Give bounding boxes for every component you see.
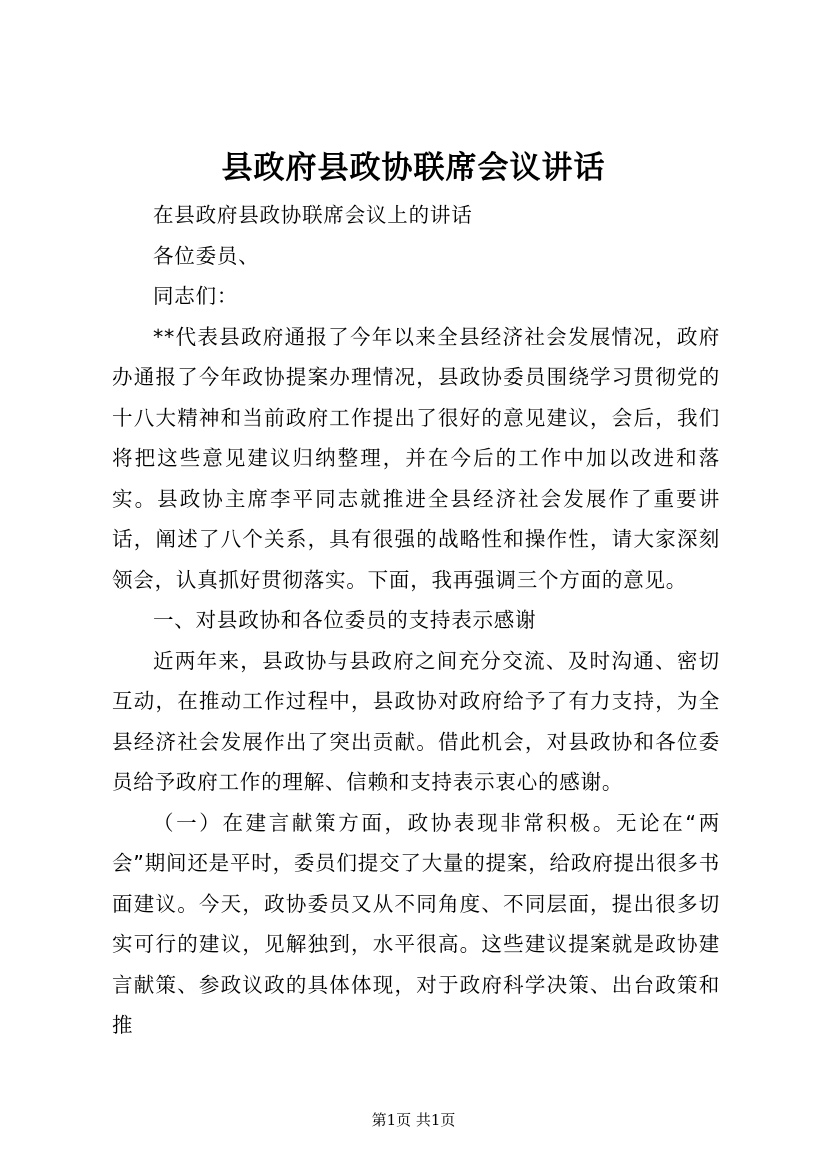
document-body xyxy=(112,195,720,1046)
document-title: 县政府县政协联席会议讲话 xyxy=(221,150,606,186)
speech-heading: 在县政府县政协联席会议上的讲话 xyxy=(153,203,473,227)
salutation-line-1: 各位委员、 xyxy=(153,243,260,268)
paragraph-intro: **代表县政府通报了今年以来全县经济社会发展情况，政府办通报了今年政协提案办理情况，县政协委员围绕学习贯彻党的十八大精神和当前政府工作提出了很好的意见建议，会后，我们将把这些意见建议归纳整理，并在今后的工作中加以改进和落实。县政协主席李平同志就推进全县经济社会发展作了重要讲话，阐述了八个关系，具有很强的战略性和操作性，请大家深刻领会，认真抓好贯彻落实。下面，我再强调三个方面的意见。 xyxy=(112,324,720,592)
salutation-line-2: 同志们： xyxy=(153,284,239,308)
section-heading-1: 一、对县政协和各位委员的支持表示感谢 xyxy=(153,608,537,632)
paragraph-section-1: 近两年来，县政协与县政府之间充分交流、及时沟通、密切互动，在推动工作过程中，县政协对政府给予了有力支持，为全县经济社会发展作出了突出贡献。借此机会，对县政协和各位委员给予政府工作的理解、信赖和支持表示衷心的感谢。 xyxy=(112,648,720,794)
paragraph-subsection-1: （一）在建言献策方面，政协表现非常积极。无论在“两会”期间还是平时，委员们提交了大量的提案，给政府提出很多书面建议。今天，政协委员又从不同角度、不同层面，提出很多切实可行的建议，见解独到，水平很高。这些建议提案就是政协建言献策、参政议政的具体体现，对于政府科学决策、出台政策和推 xyxy=(112,810,720,1037)
page-number-footer: 第1页 共1页 xyxy=(371,1111,456,1129)
